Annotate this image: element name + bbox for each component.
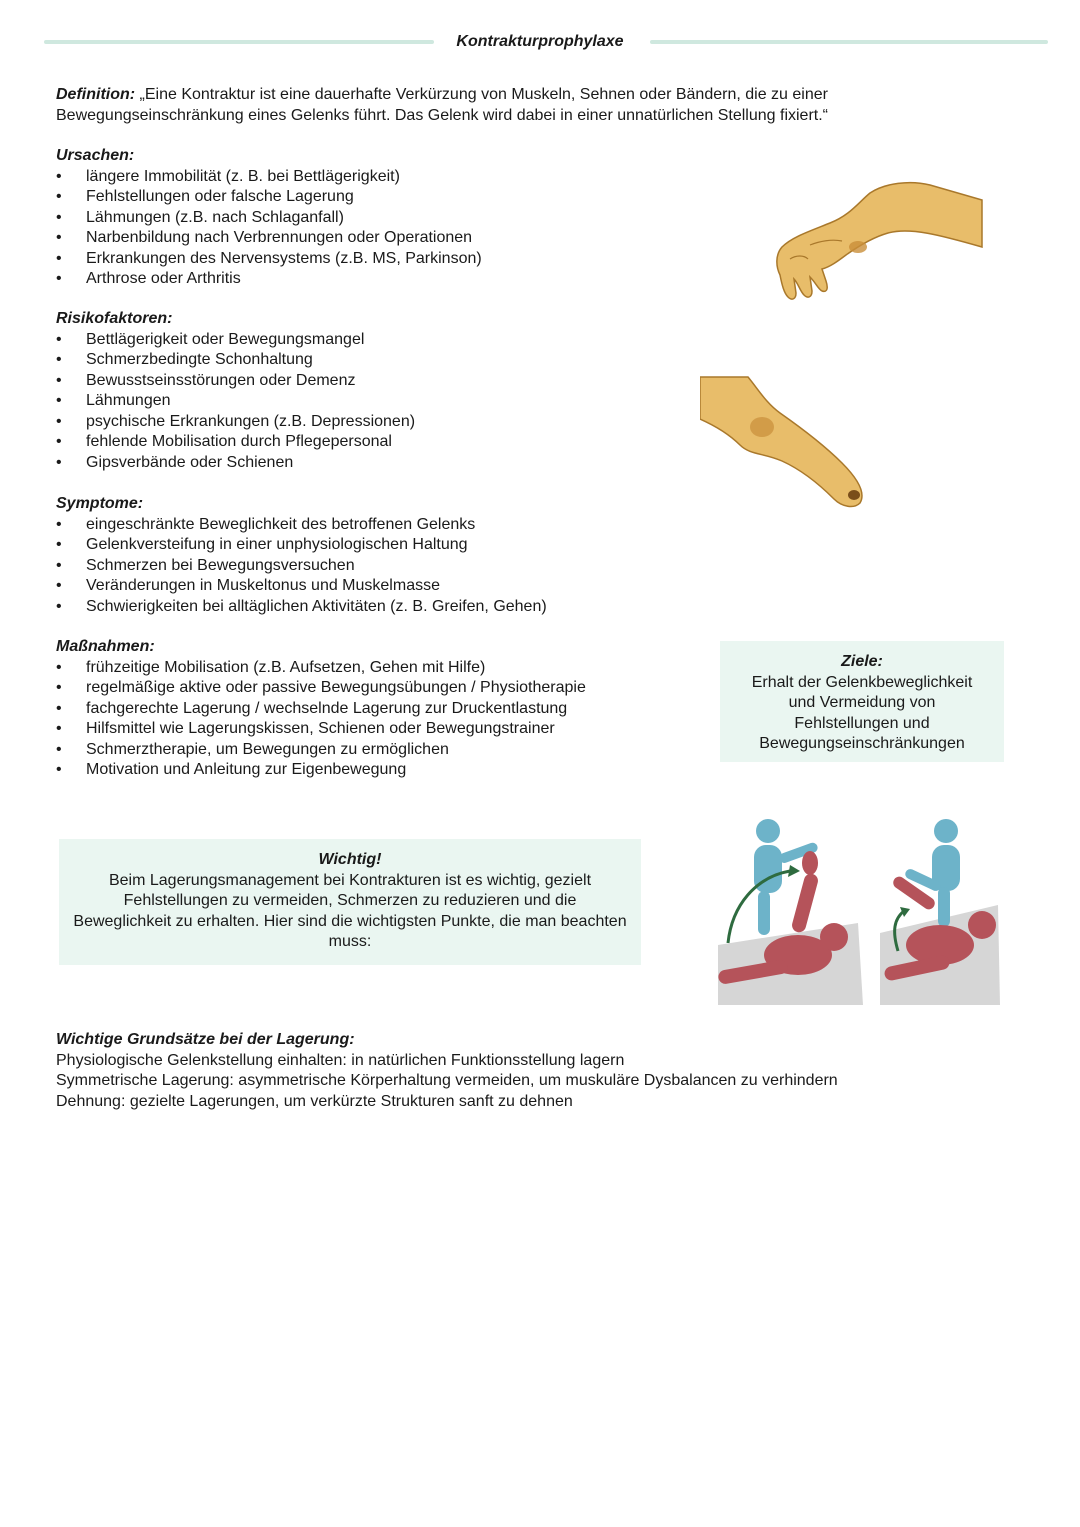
list-item: • frühzeitige Mobilisation (z.B. Aufsetzen, Gehen mit Hilfe) (56, 658, 696, 679)
list-item: • fehlende Mobilisation durch Pflegepersonal (56, 432, 936, 453)
massnahmen-list (56, 658, 696, 781)
therapist-head (934, 819, 958, 843)
list-item: • eingeschränkte Beweglichkeit des betroffenen Gelenks (56, 515, 936, 536)
list-item: • Erkrankungen des Nervensystems (z.B. MS, Parkinson) (56, 249, 936, 270)
therapist-leg (938, 887, 950, 927)
grundsaetze-line: Symmetrische Lagerung: asymmetrische Körperhaltung vermeiden, um muskuläre Dysbalancen zu verhindern (56, 1072, 838, 1089)
list-item: • Arthrose oder Arthritis (56, 269, 936, 290)
symptome-list (56, 515, 936, 618)
massnahmen-heading: Maßnahmen: (56, 638, 155, 655)
toenail (848, 490, 860, 500)
definition-paragraph (56, 85, 936, 126)
wichtig-text: Beim Lagerungsmanagement bei Kontrakturen ist es wichtig, gezielt Fehlstellungen zu vermeiden, Schmerzen zu reduzieren und die Beweglichkeit zu erhalten. Hier sind die wichtigsten Punkte, die man beachten muss: (73, 871, 627, 950)
grundsaetze-heading: Wichtige Grundsätze bei der Lagerung: (56, 1031, 355, 1048)
list-item: • Bettlägerigkeit oder Bewegungsmangel (56, 330, 936, 351)
wichtig-heading: Wichtig! (318, 851, 382, 868)
list-item: • psychische Erkrankungen (z.B. Depressionen) (56, 412, 936, 433)
list-item: • längere Immobilität (z. B. bei Bettlägerigkeit) (56, 167, 936, 188)
hand-knuckle (849, 241, 867, 253)
grundsaetze-line: Dehnung: gezielte Lagerungen, um verkürzte Strukturen sanft zu dehnen (56, 1092, 573, 1110)
list-item: • fachgerechte Lagerung / wechselnde Lagerung zur Druckentlastung (56, 699, 696, 720)
foot-shape (700, 377, 862, 506)
ziele-heading: Ziele: (841, 653, 883, 670)
list-item: • Gelenkversteifung in einer unphysiologischen Haltung (56, 535, 936, 556)
movement-panel-left (718, 819, 863, 1005)
grundsaetze-line: Physiologische Gelenkstellung einhalten: in natürlichen Funktionsstellung lagern (56, 1051, 625, 1069)
wichtig-box (59, 839, 641, 965)
ziele-text: Erhalt der Gelenkbeweglichkeit und Vermeidung von Fehlstellungen und Bewegungseinschränkungen (751, 673, 973, 752)
contracted-foot-illustration (700, 375, 870, 515)
definition-text: „Eine Kontraktur ist eine dauerhafte Verkürzung von Muskeln, Sehnen oder Bändern, die zu einer Bewegungseinschränkung eines Gelenks führt. Das Gelenk wird dabei in einer unnatürlichen Stellung fixiert.“ (56, 86, 828, 124)
list-item: • Motivation und Anleitung zur Eigenbewegung (56, 760, 696, 781)
definition-label: Definition: (56, 86, 136, 103)
list-item: • Lähmungen (z.B. nach Schlaganfall) (56, 208, 936, 229)
list-item: • Lähmungen (56, 391, 936, 412)
list-item: • Veränderungen in Muskeltonus und Muskelmasse (56, 576, 936, 597)
list-item: • Hilfsmittel wie Lagerungskissen, Schienen oder Bewegungstrainer (56, 719, 696, 740)
arrow-head (788, 865, 800, 877)
page-title: Kontrakturprophylaxe (0, 33, 1080, 51)
list-item: • Schmerzbedingte Schonhaltung (56, 350, 936, 371)
hand-shape (777, 183, 982, 299)
list-item: • Gipsverbände oder Schienen (56, 453, 936, 474)
risikofaktoren-heading: Risikofaktoren: (56, 310, 173, 327)
list-item: • Bewusstseinsstörungen oder Demenz (56, 371, 936, 392)
ankle-bone (750, 417, 774, 437)
symptome-heading: Symptome: (56, 495, 144, 512)
contracted-hand-illustration (770, 175, 985, 305)
list-item: • Schmerzen bei Bewegungsversuchen (56, 556, 936, 577)
list-item: • Schwierigkeiten bei alltäglichen Aktivitäten (z. B. Greifen, Gehen) (56, 597, 936, 618)
list-item: • Narbenbildung nach Verbrennungen oder Operationen (56, 228, 936, 249)
patient-foot (802, 851, 818, 875)
list-item: • Schmerztherapie, um Bewegungen zu ermöglichen (56, 740, 696, 761)
ziele-box (720, 641, 1004, 762)
ursachen-heading: Ursachen: (56, 147, 135, 164)
therapist-head (756, 819, 780, 843)
patient-raised-leg (790, 872, 819, 934)
section-massnahmen (56, 637, 696, 781)
movement-panel-right (880, 819, 1000, 1005)
patient-head (968, 911, 996, 939)
list-item: • Fehlstellungen oder falsche Lagerung (56, 187, 936, 208)
section-grundsaetze (56, 1030, 1016, 1112)
patient-head (820, 923, 848, 951)
list-item: • regelmäßige aktive oder passive Bewegungsübungen / Physiotherapie (56, 678, 696, 699)
therapist-leg (758, 891, 770, 935)
passive-movement-illustration (718, 815, 1000, 1007)
